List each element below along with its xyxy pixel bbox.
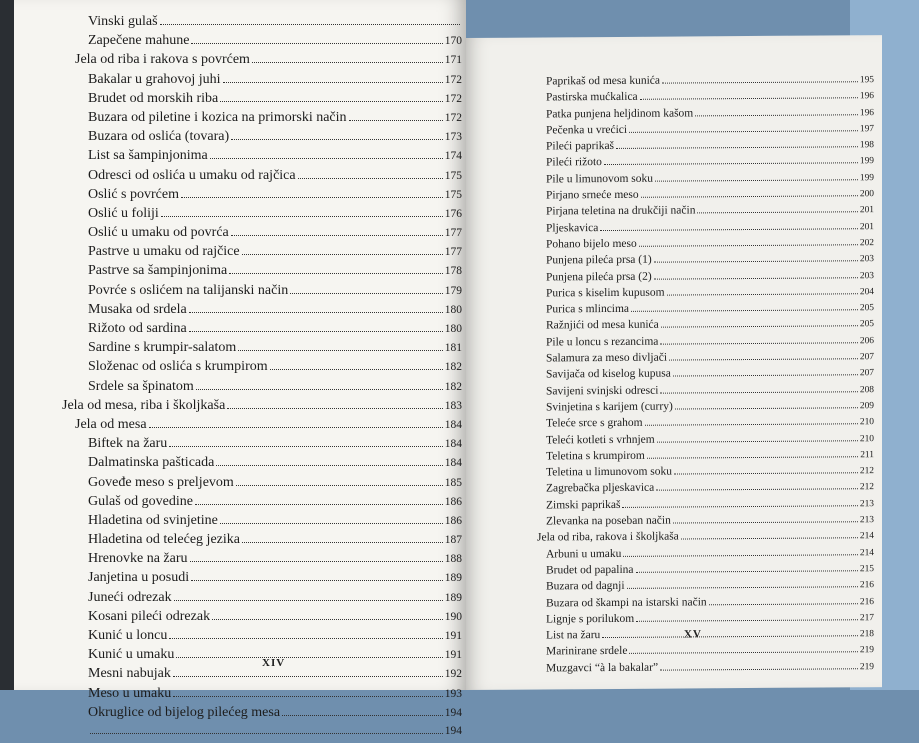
toc-dot-leader bbox=[298, 169, 443, 179]
toc-dot-leader bbox=[223, 73, 443, 83]
toc-entry-title: Hladetina od telećeg jezika bbox=[88, 532, 240, 548]
toc-entry-title: Bakalar u grahovoj juhi bbox=[88, 71, 221, 87]
toc-entry-page-number: 197 bbox=[859, 124, 874, 135]
toc-entry bbox=[62, 148, 462, 167]
toc-entry-title: Marinirane srdele bbox=[546, 645, 628, 658]
toc-dot-leader bbox=[640, 91, 858, 101]
toc-entry-title: Hrenovke na žaru bbox=[88, 551, 188, 567]
toc-dot-leader bbox=[673, 368, 858, 377]
toc-entry-page-number: 196 bbox=[859, 107, 874, 118]
toc-entry-page-number: 212 bbox=[859, 466, 874, 477]
toc-entry-title: Savijeni svinjski odresci bbox=[546, 384, 659, 398]
toc-entry-title: Kunić u umaku bbox=[88, 647, 175, 663]
toc-entry-page-number: 186 bbox=[444, 514, 462, 527]
toc-entry-page-number: 190 bbox=[444, 610, 462, 623]
toc-entry-page-number: 191 bbox=[444, 649, 462, 662]
toc-entry bbox=[62, 455, 462, 474]
toc-entry-title: List sa šampinjonima bbox=[88, 148, 208, 164]
toc-dot-leader bbox=[161, 207, 443, 217]
toc-entry-title: Teletina u limunovom soku bbox=[546, 465, 673, 479]
toc-entry-title: Oslić u foliji bbox=[88, 205, 159, 221]
toc-entry-page-number: 182 bbox=[444, 361, 462, 374]
toc-entry-page-number: 219 bbox=[859, 645, 874, 656]
toc-entry-page-number: 174 bbox=[444, 150, 462, 163]
toc-entry bbox=[62, 551, 462, 570]
toc-dot-leader bbox=[252, 54, 443, 64]
toc-entry bbox=[62, 263, 462, 282]
toc-entry-page-number: 219 bbox=[859, 661, 874, 672]
toc-entry-page-number: 214 bbox=[859, 547, 874, 558]
toc-dot-leader bbox=[176, 648, 442, 658]
toc-entry-page-number: 172 bbox=[444, 73, 462, 86]
toc-dot-leader bbox=[616, 139, 858, 149]
toc-entry-title: Ražnjići od mesa kunića bbox=[546, 319, 659, 332]
toc-entry-page-number: 207 bbox=[859, 368, 874, 379]
toc-dot-leader bbox=[227, 399, 443, 409]
toc-dot-leader bbox=[191, 34, 442, 44]
toc-dot-leader bbox=[229, 265, 443, 275]
toc-dot-leader bbox=[190, 552, 443, 562]
toc-entry-page-number: 172 bbox=[444, 111, 462, 124]
toc-entry-title: Pile u loncu s rezancima bbox=[546, 335, 659, 349]
toc-entry-title: Arbuni u umaku bbox=[546, 547, 622, 561]
toc-entry-title: Rižoto od sardina bbox=[88, 321, 187, 336]
toc-entry-title: Gulaš od govedine bbox=[88, 493, 193, 509]
toc-dot-leader bbox=[631, 302, 858, 312]
toc-entry-title: Jela od mesa, riba i školjkaša bbox=[62, 397, 226, 413]
toc-entry-title: Meso u umaku bbox=[88, 685, 172, 701]
toc-dot-leader bbox=[169, 437, 443, 447]
toc-entry bbox=[62, 724, 462, 743]
toc-dot-leader bbox=[657, 433, 858, 442]
toc-dot-leader bbox=[669, 351, 858, 360]
toc-dot-leader bbox=[629, 123, 858, 133]
toc-dot-leader bbox=[660, 335, 857, 344]
toc-entry-page-number: 176 bbox=[444, 207, 462, 220]
toc-entry bbox=[62, 302, 462, 321]
toc-entry-title: Buzara od škampi na istarski način bbox=[546, 595, 707, 609]
toc-entry-title: Mesni nabujak bbox=[88, 666, 171, 682]
toc-dot-leader bbox=[270, 361, 443, 371]
toc-entry-page-number: 199 bbox=[859, 156, 874, 167]
toc-dot-leader bbox=[660, 384, 857, 393]
toc-entry-page-number: 203 bbox=[859, 270, 874, 281]
toc-entry-title: Purica s mlincima bbox=[546, 303, 630, 316]
toc-entry bbox=[62, 532, 462, 551]
toc-dot-leader bbox=[191, 572, 443, 582]
toc-dot-leader bbox=[282, 706, 443, 716]
left-page bbox=[14, 0, 466, 737]
toc-entry-title: Janjetina u posudi bbox=[88, 570, 190, 586]
toc-list-right bbox=[528, 73, 874, 678]
toc-dot-leader bbox=[189, 322, 443, 332]
toc-entry-title: Oslić s povrćem bbox=[88, 186, 179, 202]
toc-entry-title: Pastirska mućkalica bbox=[546, 91, 638, 104]
toc-entry-page-number: 214 bbox=[859, 531, 874, 542]
toc-entry bbox=[62, 168, 462, 187]
toc-entry-page-number: 205 bbox=[859, 303, 874, 314]
toc-entry-page-number: 207 bbox=[859, 352, 874, 363]
toc-dot-leader bbox=[656, 482, 858, 491]
toc-entry-page-number: 205 bbox=[859, 319, 874, 330]
toc-entry-title: Dalmatinska pašticada bbox=[88, 455, 215, 471]
toc-dot-leader bbox=[639, 237, 858, 247]
toc-dot-leader bbox=[627, 579, 858, 589]
toc-entry-page-number: 213 bbox=[859, 515, 874, 526]
toc-entry-page-number: 184 bbox=[444, 438, 462, 451]
toc-dot-leader bbox=[660, 661, 858, 670]
toc-entry-title: Pastrve u umaku od rajčice bbox=[88, 244, 240, 260]
toc-entry-page-number: 196 bbox=[859, 91, 874, 102]
toc-entry-title: Povrće s oslićem na talijanski način bbox=[88, 282, 289, 298]
toc-entry bbox=[62, 686, 462, 705]
toc-entry-page-number: 189 bbox=[444, 591, 462, 604]
toc-entry-page-number: 201 bbox=[859, 205, 874, 216]
toc-dot-leader bbox=[169, 629, 442, 639]
toc-entry bbox=[62, 283, 462, 302]
toc-entry bbox=[62, 129, 462, 148]
toc-dot-leader bbox=[212, 610, 443, 620]
toc-entry-title: Biftek na žaru bbox=[88, 436, 168, 452]
toc-entry-title: Pile u limunovom soku bbox=[546, 172, 654, 186]
toc-entry-title: Purica s kiselim kupusom bbox=[546, 286, 665, 300]
toc-entry-page-number: 172 bbox=[444, 92, 462, 105]
toc-entry-page-number: 177 bbox=[444, 246, 462, 259]
toc-dot-leader bbox=[290, 284, 443, 294]
toc-entry-title: Zlevanka na poseban način bbox=[546, 514, 671, 528]
toc-entry-title: Jela od riba, rakova i školjkaša bbox=[537, 530, 679, 544]
toc-entry bbox=[62, 14, 462, 33]
toc-entry-page-number: 175 bbox=[444, 188, 462, 201]
toc-entry-title: Pileći paprikaš bbox=[546, 140, 615, 153]
toc-entry-page-number: 218 bbox=[859, 629, 874, 640]
toc-entry-title: Goveđe meso s preljevom bbox=[88, 474, 234, 490]
toc-dot-leader bbox=[149, 418, 443, 428]
toc-entry-page-number: 188 bbox=[444, 553, 462, 566]
toc-entry-page-number: 201 bbox=[859, 221, 874, 232]
toc-entry-title: Teleće srce s grahom bbox=[546, 417, 643, 430]
toc-entry-title: Pirjano srneće meso bbox=[546, 188, 639, 202]
toc-dot-leader bbox=[654, 253, 858, 262]
toc-entry-page-number: 186 bbox=[444, 495, 462, 508]
toc-entry bbox=[62, 359, 462, 378]
toc-entry-title: Vinski gulaš bbox=[88, 14, 158, 29]
toc-entry-page-number: 200 bbox=[859, 189, 874, 200]
toc-entry bbox=[62, 436, 462, 455]
toc-entry-page-number: 209 bbox=[859, 401, 874, 412]
toc-entry-page-number: 183 bbox=[444, 399, 462, 412]
toc-entry-page-number: 199 bbox=[859, 172, 874, 184]
toc-entry-page-number: 204 bbox=[859, 287, 874, 298]
toc-entry-title: Zagrebačka pljeskavica bbox=[546, 482, 655, 495]
toc-entry-title: List na žaru bbox=[546, 629, 601, 642]
toc-entry bbox=[62, 110, 462, 129]
toc-entry-title: Pljeskavica bbox=[546, 221, 599, 235]
toc-dot-leader bbox=[195, 495, 443, 505]
toc-dot-leader bbox=[181, 188, 443, 198]
toc-entry bbox=[528, 660, 874, 679]
toc-entry-page-number: 217 bbox=[859, 612, 874, 624]
toc-entry-title: Teletina s krumpirom bbox=[546, 449, 645, 463]
toc-entry-title: Jela od mesa bbox=[75, 416, 147, 432]
toc-entry-title: Svinjetina s karijem (curry) bbox=[546, 400, 673, 414]
toc-entry bbox=[62, 590, 462, 609]
toc-entry bbox=[62, 225, 462, 244]
toc-list-left bbox=[62, 14, 462, 743]
toc-dot-leader bbox=[645, 416, 858, 426]
toc-entry-title: Buzara od piletine i kozica na primorski način bbox=[88, 109, 347, 125]
toc-entry bbox=[62, 244, 462, 263]
toc-dot-leader bbox=[238, 341, 443, 351]
toc-dot-leader bbox=[231, 130, 443, 140]
toc-entry-title: Oslić u umaku od povrća bbox=[88, 225, 229, 241]
toc-entry-title: Savijača od kiselog kupusa bbox=[546, 367, 671, 381]
toc-entry-page-number: 198 bbox=[859, 140, 874, 151]
toc-entry bbox=[62, 33, 462, 52]
toc-dot-leader bbox=[647, 449, 858, 459]
page-folio-right: XV bbox=[684, 628, 702, 641]
toc-dot-leader bbox=[90, 724, 443, 734]
toc-entry bbox=[62, 494, 462, 513]
toc-dot-leader bbox=[349, 111, 443, 121]
toc-entry-title: Pečenka u vrećici bbox=[546, 123, 628, 137]
toc-entry bbox=[62, 72, 462, 91]
toc-entry bbox=[62, 628, 462, 647]
toc-dot-leader bbox=[636, 563, 858, 573]
toc-entry-title: Brudet od morskih riba bbox=[88, 90, 219, 106]
toc-entry bbox=[62, 609, 462, 628]
toc-dot-leader bbox=[673, 514, 858, 523]
toc-dot-leader bbox=[173, 687, 443, 697]
toc-entry-page-number: 184 bbox=[444, 457, 462, 470]
toc-entry-page-number: 187 bbox=[444, 534, 462, 547]
toc-entry-page-number: 213 bbox=[859, 498, 874, 509]
toc-entry bbox=[62, 475, 462, 494]
toc-entry-title: Pastrve sa šampinjonima bbox=[88, 263, 228, 279]
toc-entry-page-number: 185 bbox=[444, 476, 462, 489]
toc-entry-title: Kunić u loncu bbox=[88, 628, 168, 643]
toc-entry-title: Buzara od dagnji bbox=[546, 580, 625, 593]
toc-dot-leader bbox=[709, 596, 858, 605]
toc-entry-page-number: 178 bbox=[444, 265, 462, 278]
toc-entry-page-number: 192 bbox=[444, 668, 462, 681]
toc-dot-leader bbox=[697, 205, 857, 214]
toc-dot-leader bbox=[681, 531, 858, 540]
toc-dot-leader bbox=[655, 172, 858, 181]
toc-dot-leader bbox=[622, 498, 857, 508]
toc-entry-title: Paprikaš od mesa kunića bbox=[546, 74, 661, 88]
toc-entry-title: Teleći kotleti s vrhnjem bbox=[546, 433, 655, 446]
toc-entry-page-number: 181 bbox=[444, 342, 462, 355]
toc-dot-leader bbox=[623, 547, 857, 557]
toc-entry-title: Musaka od srdela bbox=[88, 301, 187, 317]
toc-entry-title: Složenac od oslića s krumpirom bbox=[88, 359, 268, 375]
toc-entry-page-number: 173 bbox=[444, 131, 462, 144]
toc-entry-page-number: 208 bbox=[859, 384, 874, 395]
toc-entry-page-number: 182 bbox=[444, 380, 462, 393]
toc-dot-leader bbox=[604, 156, 858, 166]
toc-entry-title: Salamura za meso divljači bbox=[546, 351, 668, 365]
toc-entry-page-number: 170 bbox=[444, 35, 462, 48]
toc-entry bbox=[62, 570, 462, 589]
toc-entry bbox=[62, 379, 462, 398]
toc-entry-title: Kosani pileći odrezak bbox=[88, 608, 211, 624]
right-page bbox=[466, 35, 882, 690]
toc-dot-leader bbox=[654, 270, 858, 279]
toc-dot-leader bbox=[210, 150, 443, 160]
toc-entry-page-number: 206 bbox=[859, 335, 874, 347]
toc-dot-leader bbox=[236, 476, 443, 486]
toc-entry-page-number: 210 bbox=[859, 417, 874, 428]
toc-entry-title: Odresci od oslića u umaku od rajčica bbox=[88, 167, 296, 183]
toc-entry bbox=[62, 417, 462, 436]
toc-entry-title: Brudet od papalina bbox=[546, 563, 634, 577]
toc-dot-leader bbox=[602, 628, 858, 641]
toc-entry bbox=[62, 52, 462, 71]
toc-entry-page-number: 210 bbox=[859, 433, 874, 444]
toc-dot-leader bbox=[160, 15, 460, 25]
toc-entry bbox=[62, 666, 462, 685]
toc-entry-title: Sardine s krumpir-salatom bbox=[88, 340, 237, 356]
toc-entry-title: Hladetina od svinjetine bbox=[88, 512, 218, 528]
toc-entry-page-number: 179 bbox=[444, 284, 462, 297]
toc-entry-title: Pileći rižoto bbox=[546, 156, 602, 169]
toc-dot-leader bbox=[661, 319, 858, 328]
toc-entry-page-number: 203 bbox=[859, 254, 874, 265]
toc-dot-leader bbox=[231, 226, 443, 236]
toc-dot-leader bbox=[189, 303, 443, 313]
toc-dot-leader bbox=[220, 514, 443, 524]
toc-dot-leader bbox=[196, 380, 443, 390]
toc-entry bbox=[62, 206, 462, 225]
toc-entry-page-number: 195 bbox=[859, 75, 874, 86]
toc-entry bbox=[62, 513, 462, 532]
toc-entry-page-number: 211 bbox=[860, 449, 874, 461]
toc-entry-title: Patka punjena heljdinom kašom bbox=[546, 107, 694, 121]
toc-entry bbox=[62, 321, 462, 340]
toc-entry-title: Lignje s porilukom bbox=[546, 612, 635, 626]
toc-dot-leader bbox=[216, 457, 442, 467]
toc-entry-title: Muzgavci “à la bakalar” bbox=[546, 661, 659, 675]
toc-entry-page-number: 194 bbox=[444, 724, 462, 737]
toc-dot-leader bbox=[662, 74, 858, 83]
toc-entry-title: Pirjana teletina na drukčiji način bbox=[546, 204, 696, 218]
toc-entry-page-number: 180 bbox=[444, 303, 462, 316]
toc-dot-leader bbox=[600, 221, 857, 231]
toc-dot-leader bbox=[674, 465, 858, 474]
toc-entry-page-number: 193 bbox=[444, 687, 462, 700]
toc-entry-title: Punjena pileća prsa (2) bbox=[546, 270, 652, 284]
toc-entry-page-number: 180 bbox=[444, 323, 462, 335]
toc-dot-leader bbox=[667, 286, 858, 295]
toc-dot-leader bbox=[629, 645, 857, 655]
toc-entry-title: Pohano bijelo meso bbox=[546, 237, 637, 251]
toc-entry bbox=[62, 398, 462, 417]
toc-entry-page-number: 175 bbox=[444, 169, 462, 182]
toc-dot-leader bbox=[695, 107, 858, 116]
toc-entry-title: Zimski paprikaš bbox=[546, 498, 621, 512]
toc-dot-leader bbox=[174, 591, 443, 601]
toc-entry bbox=[62, 187, 462, 206]
toc-entry-page-number: 171 bbox=[444, 54, 462, 67]
toc-entry-title: Okruglice od bijelog pilećeg mesa bbox=[88, 704, 281, 720]
toc-entry-page-number: 212 bbox=[859, 482, 874, 493]
toc-entry-page-number: 202 bbox=[859, 238, 874, 249]
toc-entry-title: Buzara od oslića (tovara) bbox=[88, 129, 230, 145]
toc-entry bbox=[62, 91, 462, 110]
toc-dot-leader bbox=[242, 533, 443, 543]
toc-dot-leader bbox=[220, 92, 443, 102]
toc-dot-leader bbox=[641, 188, 858, 198]
toc-entry-page-number: 216 bbox=[859, 596, 874, 607]
toc-dot-leader bbox=[242, 245, 443, 255]
toc-dot-leader bbox=[173, 668, 443, 678]
toc-entry-page-number: 194 bbox=[444, 706, 462, 719]
toc-entry bbox=[62, 340, 462, 359]
toc-dot-leader bbox=[675, 400, 858, 409]
toc-entry-page-number: 191 bbox=[444, 630, 462, 642]
toc-entry-page-number: 177 bbox=[444, 227, 462, 240]
toc-entry-title: Juneći odrezak bbox=[88, 589, 172, 605]
toc-entry-title: Punjena pileća prsa (1) bbox=[546, 253, 652, 267]
toc-entry-title: Zapečene mahune bbox=[88, 33, 190, 49]
page-folio-left: XIV bbox=[262, 657, 286, 669]
toc-entry-page-number: 189 bbox=[444, 572, 462, 585]
toc-entry-title: Srdele sa špinatom bbox=[88, 378, 194, 394]
toc-dot-leader bbox=[636, 612, 858, 622]
toc-entry bbox=[62, 705, 462, 724]
toc-entry-page-number: 216 bbox=[859, 580, 874, 591]
toc-entry-title: Jela od riba i rakova s povrćem bbox=[75, 52, 250, 68]
toc-entry-page-number: 184 bbox=[444, 418, 462, 431]
toc-entry-page-number: 215 bbox=[859, 564, 874, 575]
